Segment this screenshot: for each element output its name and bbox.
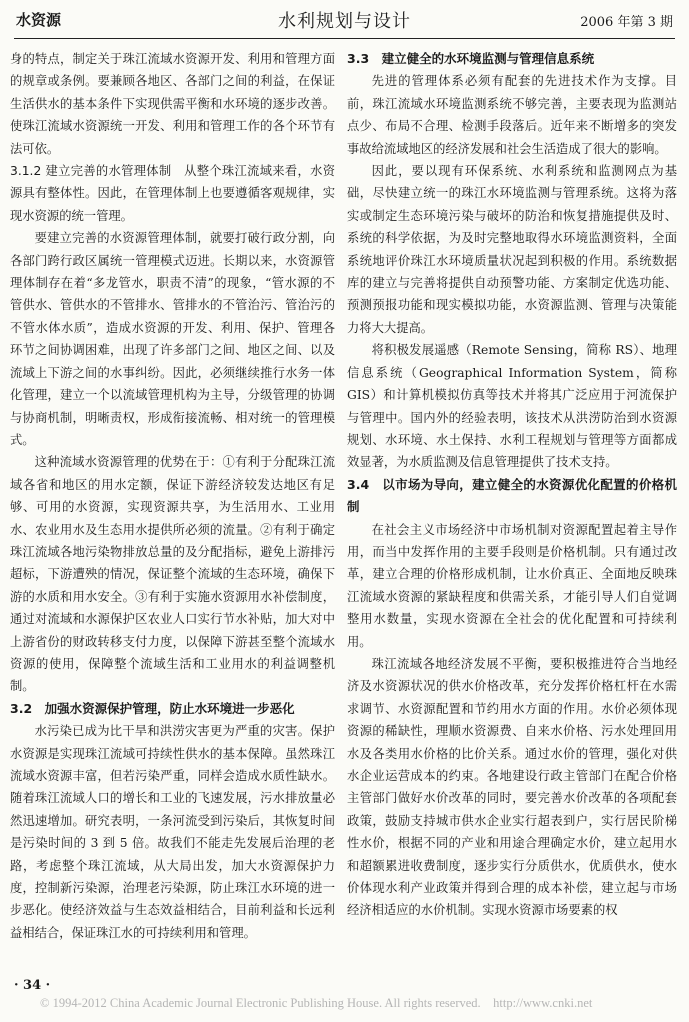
left-column: [10, 48, 335, 980]
issue-label: 2006 年第 3 期: [580, 15, 673, 30]
paragraph: 先进的管理体系必须有配套的先进技术作为支撑。目前，珠江流域水环境监测系统不够完善，主要表现为监测站点少、布局不合理、检测手段落后。近年来不断增多的突发事故给流域地区的经济发展和社会生活造成了很大的影响。: [347, 74, 677, 156]
paragraph: 这种流域水资源管理的优势在于：①有利于分配珠江流域各省和地区的用水定额，保证下游经济较发达地区有足够、可用的水资源，实现资源共享，为生活用水、工业用水、农业用水及生态用水提供所必须的流量。②有利于确定珠江流域各地污染物排放总量的及分配指标，避免上游排污超标，下游遭殃的情况，保证整个流域的生态环境，确保下游的水质和用水安全。③有利于实施水资源用水补偿制度，通过对流域和水源保护区农业人口实行节水补贴，加大对中上游省份的财政转移支付力度，以保障下游甚至整个流域水资源的使用，保障整个流域生活和工业用水的利益调整机制。: [10, 455, 335, 694]
paragraph: 将积极发展遥感（Remote Sensing，简称 RS）、地理信息系统（Geographical Information System，简称 GIS）和计算机模拟仿真等技术并将其广泛应用于河流保护与管理中。国内外的经验表明，该技术从洪涝防治到水资源规划、水环境、水土保持、水利工程规划与管理等方面都成效显著，为水质监测及信息管理提供了技术支持。: [347, 343, 677, 470]
section-heading-3-4: 3.4 以市场为导向，建立健全的水资源优化配置的价格机制: [347, 476, 677, 515]
journal-title: 水利规划与设计: [278, 11, 411, 32]
subsection-text: 从整个珠江流域来看，水资源具有整体性。因此，在管理体制上也要遵循客观规律，实现水资源的统一管理。: [10, 164, 335, 223]
page-header: [14, 0, 675, 39]
paragraph: 珠江流域各地经济发展不平衡，要积极推进符合当地经济及水资源状况的供水价格改革，充分发挥价格杠杆在水需求调节、水资源配置和节约用水方面的作用。水价必须体现资源的稀缺性，理顺水资源费、自来水价格、污水处理回用水及各类用水价格的比价关系。通过水价的管理，强化对供水企业运营成本的约束。各地建设行政主管部门在配合价格主管部门做好水价改革的同时，要完善水价改革的各项配套政策，鼓励支持城市供水企业实行超表到户，实行居民阶梯性水价，根据不同的产业和用途合理确定水价，建立起用水和超额累进收费制度，逐步实行分质供水，优质供水，使水价体现水利产业政策并得到合理的成本补偿，建立起与市场经济相适应的水价机制。实现水资源市场要素的权: [347, 656, 677, 918]
paragraph: 因此，要以现有环保系统、水利系统和监测网点为基础，尽快建立统一的珠江水环境监测与管理系统。这将为落实或制定生态环境污染与破坏的防治和恢复措施提供及时、系统的科学依据，为及时完整地取得水环境监测资料，全面系统地评价珠江水环境质量状况起到积极的作用。系统数据库的建立与完善将提供自动预警功能、方案制定优选功能、预测预报功能和现实模拟功能，水资源监测、管理与决策能力将大大提高。: [347, 164, 677, 335]
copyright-watermark: © 1994-2012 China Academic Journal Electronic Publishing House. All rights reserved. http://www.cnki.net: [40, 996, 593, 1010]
section-label: 水资源: [16, 11, 62, 29]
subsection-3-1-2: [10, 160, 335, 227]
paragraph: 要建立完善的水资源管理体制，就要打破行政分割，向各部门跨行政区属统一管理模式迈进。长期以来，水资源管理体制存在着“多龙管水，职责不清”的现象，“管水源的不管供水、管供水的不管排水、管排水的不管治污、管治污的不管水体水质”，造成水资源的开发、利用、保护、管理各环节之间协调困难，出现了许多部门之间、地区之间、以及流域上下游之间的水事纠纷。因此，必须继续推行水务一体化管理，建立一个以流域管理机构为主导，分级管理的协调与协商机制，明晰责权，形成衔接流畅、相对统一的管理模式。: [10, 231, 335, 447]
section-heading-3-2: 3.2 加强水资源保护管理，防止水环境进一步恶化: [10, 700, 295, 716]
subsection-heading: 3.1.2 建立完善的水管理体制: [10, 164, 172, 179]
section-heading-3-3: 3.3 建立健全的水环境监测与管理信息系统: [347, 51, 595, 66]
paragraph: 水污染已成为比干旱和洪涝灾害更为严重的灾害。保护水资源是实现珠江流域可持续性供水的基本保障。虽然珠江流域水资源丰富，但若污染严重，同样会造成水质性缺水。随着珠江流域人口的增长和工业的飞速发展，污水排放量必然迅速增加。研究表明，一条河流受到污染后，其恢复时间是污染时间的 3 到 5 倍。故我们不能走先发展后治理的老路，考虑整个珠江流域，从大局出发，加大水资源保护力度，控制新污染源，治理老污染源，防止珠江水环境的进一步恶化。使经济效益与生态效益相结合，目前利益和长远利益相结合，保证珠江水的可持续利用和管理。: [10, 724, 335, 940]
paragraph: 在社会主义市场经济中市场机制对资源配置起着主导作用，而当中发挥作用的主要手段则是价格机制。只有通过改革，建立合理的价格形成机制，让水价真正、全面地反映珠江流域水资源的紧缺程度和供需关系，才能引导人们自觉调整用水数量，实现水资源在全社会的优化配置和可持续利用。: [347, 522, 677, 649]
page-number: · 34 ·: [14, 978, 51, 993]
right-column: [347, 48, 677, 980]
paragraph: 身的特点，制定关于珠江流域水资源开发、利用和管理方面的规章或条例。要兼顾各地区、各部门之间的利益，在保证生活供水的基本条件下实现供需平衡和水环境的逐步改善。使珠江流域水资源统一开发、利用和管理工作的各个环节有法可依。: [10, 52, 335, 156]
